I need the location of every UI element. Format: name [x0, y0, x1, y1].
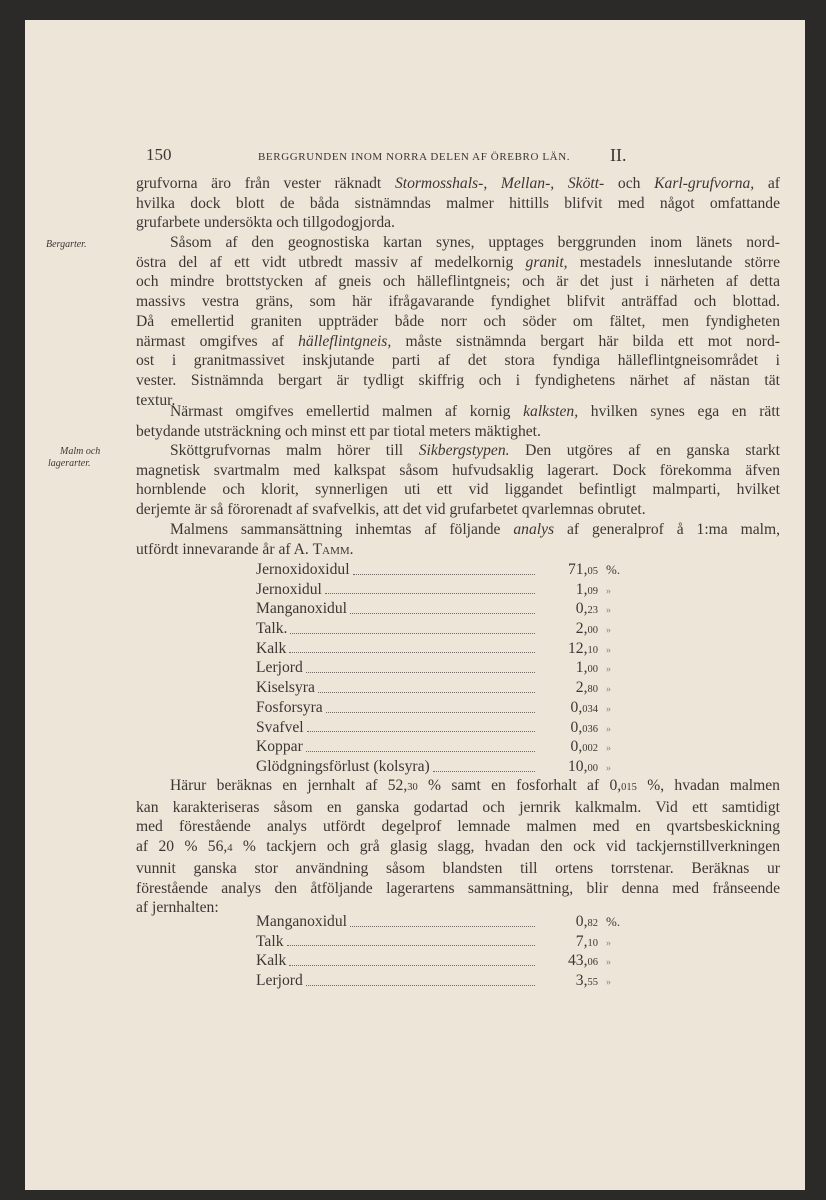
leader-dots [326, 711, 535, 713]
leader-dots [353, 573, 535, 575]
running-title: BERGGRUNDEN INOM NORRA DELEN AF ÖREBRO LÄN. [258, 151, 571, 163]
unit-mark: » [606, 703, 611, 715]
text-line: kan karakteriseras såsom en ganska godartad och jernrik kalkmalm. Vid ett samtidigt [136, 798, 780, 816]
analysis-row [256, 678, 636, 698]
component-name: Glödgningsförlust (kolsyra) [256, 757, 430, 775]
analysis-row [256, 599, 636, 619]
component-value: 0,82 [575, 913, 598, 930]
text-line: hornblende och klorit, synnerligen uti ett vid liggandet befintligt malmparti, hvilket [136, 481, 780, 499]
analysis-row [256, 560, 636, 580]
leader-dots [325, 592, 535, 594]
component-name: Fosforsyra [256, 698, 323, 716]
text-line: derjemte är så förorenadt af svafvelkis, att det vid grufarbetet qvarlemnas obrutet. [136, 501, 646, 519]
text-line: vunnit ganska stor användning såsom blandsten till ortens torrstenar. Beräknas ur [136, 859, 780, 877]
text-line: hvilka dock blott de båda sistnämndas malmer hittills blifvit med något omfattande [136, 194, 780, 212]
text-line: Härur beräknas en jernhalt af 52,30 % samt en fosforhalt af 0,015 %, hvadan malmen [170, 777, 780, 794]
text-line: Såsom af den geognostiska kartan synes, upptages berggrunden inom länets nord- [170, 234, 780, 251]
text-line: grufvorna äro från vester räknadt Stormosshals-, Mellan-, Skött- och Karl-grufvorna, af [136, 175, 781, 192]
component-name: Kalk [256, 952, 287, 970]
leader-dots [318, 691, 535, 693]
text-line: af jernhalten: [136, 899, 219, 917]
component-name: Koppar [256, 738, 303, 756]
analysis-row [256, 619, 636, 639]
component-name: Jernoxidul [256, 580, 322, 598]
component-name: Svafvel [256, 718, 304, 736]
text-line: textur. [136, 391, 176, 409]
unit-mark: » [606, 977, 611, 989]
text-line: och mindre brottstycken af gneis och hälleflintgneis; och är det just i närheten af detta [136, 273, 780, 291]
text-line: Närmast omgifves emellertid malmen af kornig kalksten, hvilken synes ega en rätt [170, 403, 780, 420]
component-name: Talk [256, 932, 284, 950]
paragraph-1 [136, 174, 780, 233]
paragraph-3 [136, 402, 780, 441]
component-name: Kalk [256, 639, 287, 657]
component-name: Talk. [256, 620, 288, 638]
text-line: magnetisk svartmalm med kalkspat såsom hufvudsaklig lagerart. Dock förekomma äfven [136, 461, 780, 479]
component-name: Lerjord [256, 972, 303, 990]
margin-note-malm-line1: Malm och [60, 446, 101, 457]
unit-mark: » [606, 937, 611, 949]
component-value: 12,10 [568, 639, 598, 657]
leader-dots [306, 671, 535, 673]
leader-dots [307, 730, 535, 732]
leader-dots [350, 612, 535, 614]
analysis-row [256, 951, 636, 971]
text-line: betydande utsträckning och minst ett par tiotal meters mäktighet. [136, 422, 541, 440]
analysis-row [256, 971, 636, 991]
text-line: med förestående analys utfördt degelprof lemnade malmen med en qvartsbeskickning [136, 818, 780, 836]
component-value: 1,00 [575, 659, 598, 677]
component-value: 43,06 [568, 952, 598, 970]
analysis-row [256, 932, 636, 952]
text-line: ost i granitmassivet inskjutande parti af det stora fyndiga hälleflintgneisområdet i [136, 352, 780, 370]
analysis-row [256, 639, 636, 659]
leader-dots [433, 770, 535, 772]
analysis-row [256, 658, 636, 678]
unit-mark: » [606, 762, 611, 774]
component-value: 3,55 [575, 972, 598, 990]
paragraph-2 [136, 233, 780, 410]
unit-mark: » [606, 684, 611, 696]
analysis-row [256, 912, 636, 932]
component-value: 0,23 [575, 600, 598, 618]
component-value: 0,036 [570, 718, 598, 736]
unit-mark: » [606, 605, 611, 617]
component-name: Jernoxidoxidul [256, 561, 350, 578]
text-line: närmast omgifves af hälleflintgneis, måste sistnämnda bergart här bilda ett mot nord- [136, 332, 780, 350]
text-line: Då emellertid graniten uppträder både norr och söder om fältet, men fyndigheten [136, 312, 780, 330]
leader-dots [290, 632, 535, 634]
component-value: 2,00 [575, 620, 598, 638]
unit-mark: » [606, 664, 611, 676]
text-line: grufarbete undersökta och tillgodogjorda. [136, 214, 395, 232]
paragraph-4 [136, 441, 780, 520]
component-value: 2,80 [575, 679, 598, 697]
analysis-row [256, 757, 636, 777]
margin-note-malm-line2: lagerarter. [48, 458, 91, 469]
component-name: Kiselsyra [256, 679, 315, 697]
component-name: Manganoxidul [256, 913, 347, 930]
unit-mark: » [606, 957, 611, 969]
text-line: förestående analys den åtföljande lagerartens sammansättning, blir denna med frånseende [136, 879, 780, 897]
component-value: 1,09 [575, 580, 598, 598]
analysis-table-ore [256, 560, 636, 777]
analysis-row [256, 737, 636, 757]
volume-number: II. [610, 145, 627, 165]
component-value: 7,10 [575, 932, 598, 950]
analysis-row [256, 718, 636, 738]
text-line: utfördt innevarande år af A. Tamm. [136, 540, 354, 558]
component-name: Manganoxidul [256, 600, 347, 618]
component-value: 71,05 [568, 561, 598, 578]
unit-mark: %. [606, 562, 621, 577]
leader-dots [287, 944, 536, 946]
analysis-table-gangue [256, 912, 636, 991]
leader-dots [350, 925, 535, 927]
unit-mark: » [606, 585, 611, 597]
leader-dots [306, 750, 535, 752]
leader-dots [289, 651, 535, 653]
unit-mark: » [606, 743, 611, 755]
text-line: massivs vestra gräns, som här ifrågavarande fyndighet blifvit anträffad och blottad. [136, 293, 780, 311]
analysis-row [256, 698, 636, 718]
leader-dots [289, 964, 535, 966]
page-number: 150 [146, 145, 172, 164]
component-name: Lerjord [256, 659, 303, 677]
paragraph-5 [136, 520, 780, 559]
unit-mark: » [606, 644, 611, 656]
paragraph-6 [136, 776, 780, 918]
text-line: af 20 % 56,4 % tackjern och grå glasig slagg, hvadan den ock vid tackjernstillverkningen [136, 838, 781, 856]
text-line: vester. Sistnämnda bergart är tydligt skiffrig och i fyndighetens närhet af nästan tät [136, 371, 780, 389]
component-value: 0,002 [570, 738, 598, 756]
analysis-row [256, 580, 636, 600]
text-line: Malmens sammansättning inhemtas af följande analys af generalprof å 1:ma malm, [170, 521, 780, 538]
unit-mark: » [606, 625, 611, 637]
unit-mark: %. [606, 914, 621, 929]
component-value: 10,00 [568, 757, 598, 775]
unit-mark: » [606, 723, 611, 735]
text-line: östra del af ett vidt utbredt massiv af medelkornig granit, mestadels inneslutande större [136, 253, 780, 271]
margin-note-bergarter: Bergarter. [46, 239, 87, 250]
text-line: Sköttgrufvornas malm hörer till Sikbergstypen. Den utgöres af en ganska starkt [170, 442, 780, 459]
leader-dots [306, 984, 535, 986]
component-value: 0,034 [570, 698, 598, 716]
